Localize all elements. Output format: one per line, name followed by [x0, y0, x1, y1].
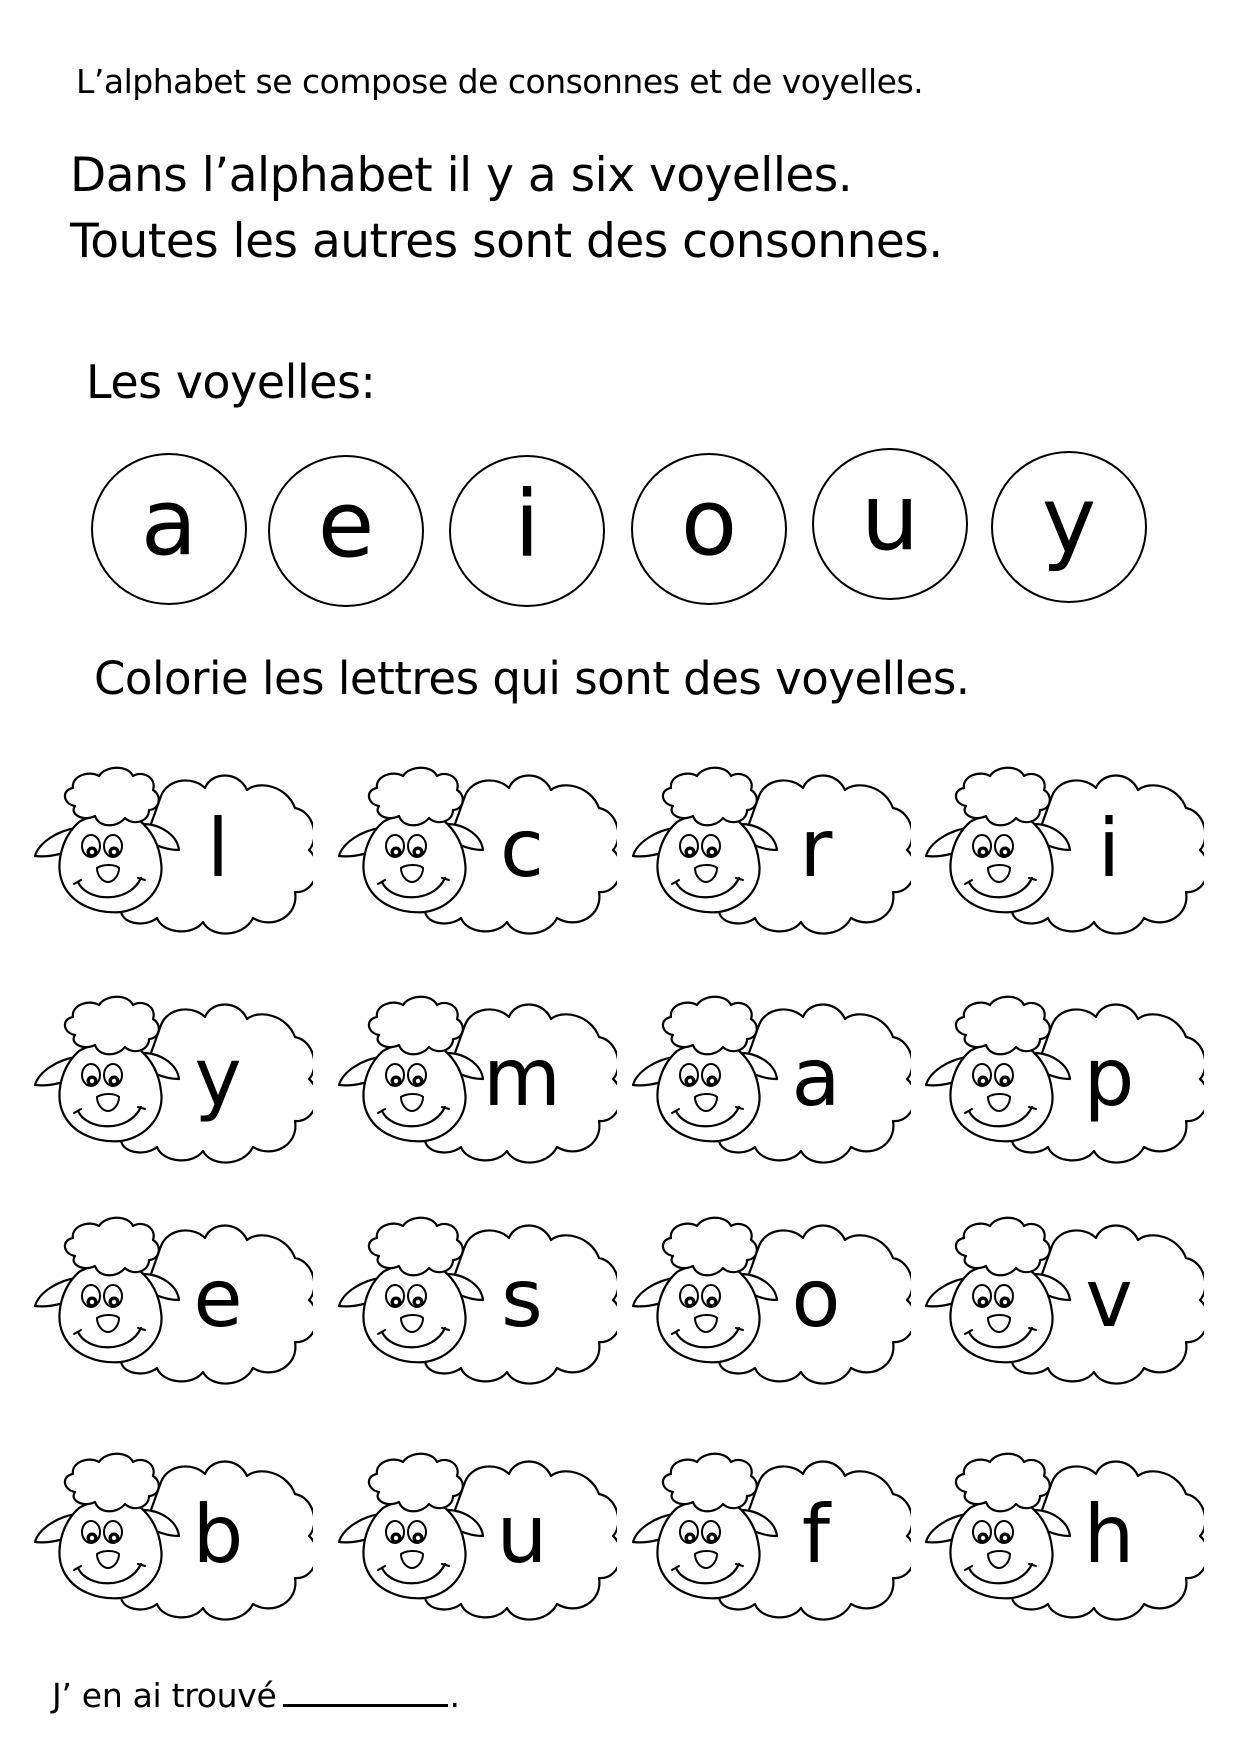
- sheep-letter: i: [1097, 802, 1121, 895]
- sheep-letter: l: [206, 802, 230, 895]
- vowel-circle-e: [268, 455, 424, 607]
- vowels-heading: Les voyelles:: [86, 355, 376, 409]
- sheep-card[interactable]: [924, 995, 1204, 1165]
- sheep-card[interactable]: [33, 995, 313, 1165]
- sheep-letter: v: [1085, 1252, 1133, 1345]
- sheep-letter: y: [194, 1031, 242, 1124]
- vowel-letter: o: [680, 469, 738, 576]
- instruction-text: Colorie les lettres qui sont des voyelles.: [94, 652, 970, 705]
- sheep-card[interactable]: [924, 1216, 1204, 1386]
- rule-line-1: Dans l’alphabet il y a six voyelles.: [70, 148, 853, 203]
- vowel-circle-a: [91, 453, 247, 605]
- sheep-letter: s: [501, 1252, 543, 1345]
- answer-suffix: .: [449, 1676, 460, 1715]
- sheep-card[interactable]: [631, 1216, 911, 1386]
- sheep-letter: p: [1083, 1031, 1135, 1124]
- sheep-card[interactable]: [337, 1216, 617, 1386]
- sheep-letter: f: [801, 1488, 831, 1581]
- vowel-letter: e: [317, 471, 375, 578]
- sheep-letter: c: [500, 802, 544, 895]
- sheep-letter: o: [791, 1252, 841, 1345]
- rule-line-2: Toutes les autres sont des consonnes.: [70, 214, 943, 269]
- sheep-card[interactable]: [33, 1452, 313, 1622]
- vowel-letter: u: [860, 464, 920, 571]
- sheep-letter: u: [496, 1488, 548, 1581]
- sheep-card[interactable]: [631, 766, 911, 936]
- sheep-card[interactable]: [631, 995, 911, 1165]
- sheep-letter: h: [1083, 1488, 1135, 1581]
- answer-line: [52, 1676, 460, 1715]
- vowel-circle-i: [449, 455, 605, 607]
- sheep-card[interactable]: [33, 1216, 313, 1386]
- sheep-card[interactable]: [631, 1452, 911, 1622]
- vowel-letter: a: [140, 469, 198, 576]
- sheep-card[interactable]: [337, 995, 617, 1165]
- sheep-card[interactable]: [924, 766, 1204, 936]
- sheep-card[interactable]: [924, 1452, 1204, 1622]
- vowel-letter: i: [514, 471, 540, 578]
- sheep-card[interactable]: [337, 1452, 617, 1622]
- sheep-letter: a: [791, 1031, 841, 1124]
- sheep-card[interactable]: [33, 766, 313, 936]
- intro-text: L’alphabet se compose de consonnes et de voyelles.: [76, 62, 924, 101]
- vowel-circle-y: [991, 451, 1147, 603]
- vowel-circle-u: [812, 448, 968, 600]
- sheep-card[interactable]: [337, 766, 617, 936]
- vowel-letter: y: [1041, 467, 1097, 574]
- sheep-letter: r: [799, 802, 833, 895]
- vowel-circle-o: [631, 453, 787, 605]
- sheep-letter: m: [483, 1031, 561, 1124]
- sheep-letter: b: [192, 1488, 244, 1581]
- sheep-letter: e: [193, 1252, 243, 1345]
- answer-blank[interactable]: [283, 1700, 448, 1707]
- answer-prefix: J’ en ai trouvé: [52, 1676, 277, 1715]
